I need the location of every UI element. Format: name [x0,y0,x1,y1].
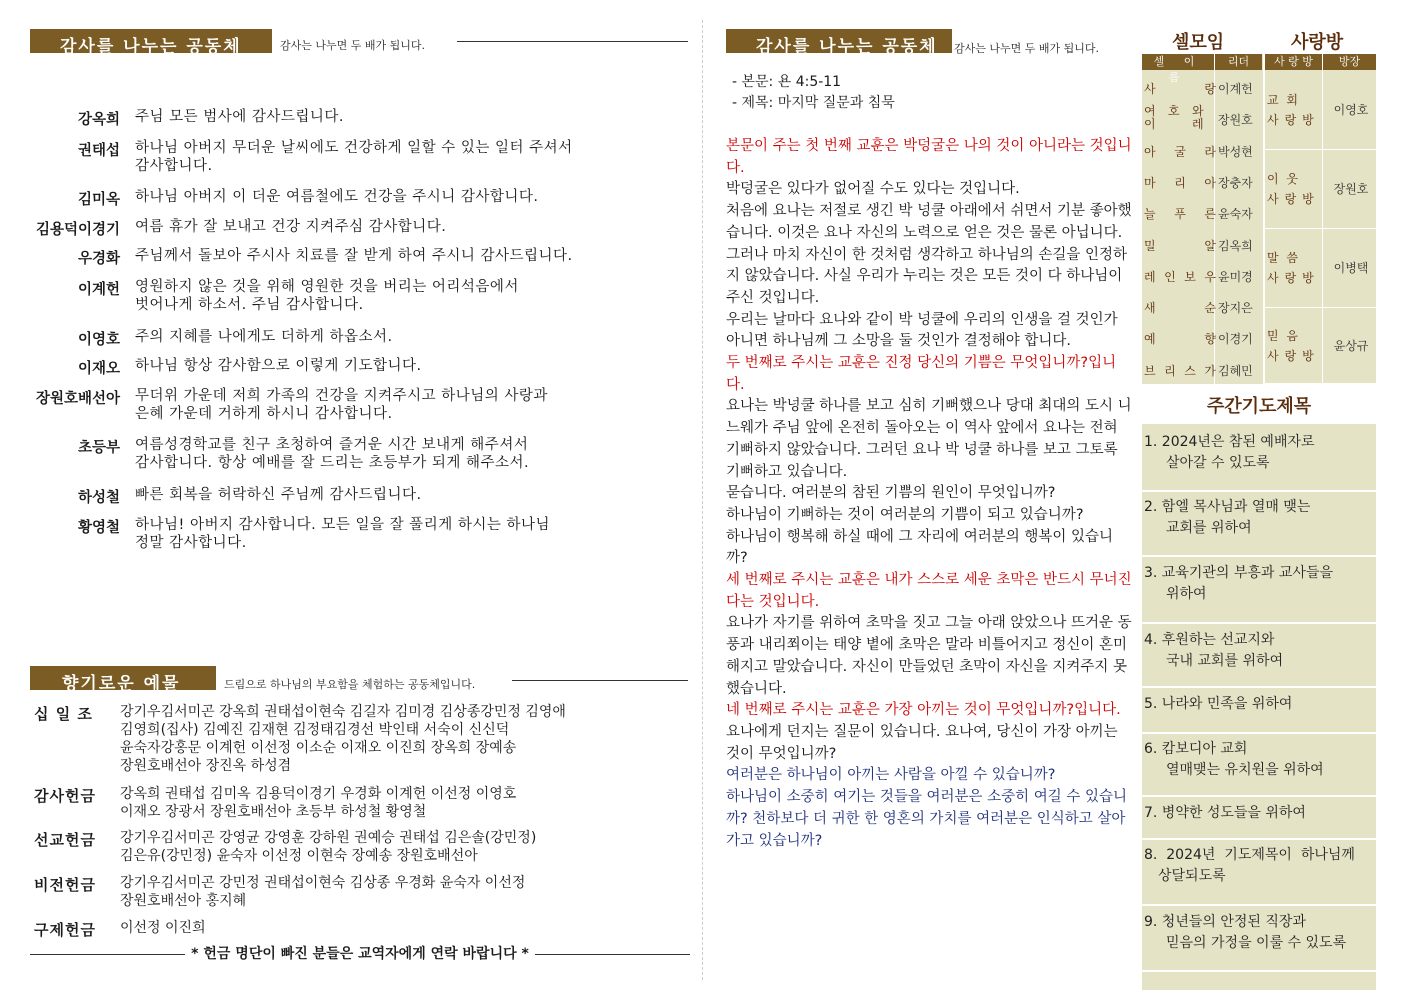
prayer-item [1142,563,1376,624]
sermon-paragraph: 하나님이 행복해 하실 때에 그 자리에 여러분의 행복이 있습니까? [726,528,1114,567]
thanks-name: 김미옥 [77,192,120,208]
thanks-entry [30,188,680,209]
love-room-name-line1: 말 씀 [1267,251,1300,265]
sermon-paragraph: 우리는 날마다 요나와 같이 박 넝쿨에 우리의 인생을 걸 것인가 아니면 하나님께 그 소망을 둘 것인가 결정해야 합니다. [726,311,1118,350]
thanks-name: 이재오 [77,361,120,377]
prayer-item-line1: 3. 교육기관의 부흥과 교사들을 [1144,565,1333,581]
thanks-name: 김용덕이경기 [35,222,120,238]
thanks-text: 여름 휴가 잘 보내고 건강 지켜주심 감사합니다. [135,219,447,235]
cell-leader: 윤미경 [1218,269,1253,284]
sermon-paragraph: 여러분은 하나님이 아끼는 사람을 아낄 수 있습니까? [726,767,1056,784]
sermon-banner [726,29,952,57]
thanks-text: 주님 모든 범사에 감사드립니다. [135,109,345,125]
cell-name-char: 밀 [1144,238,1156,253]
thanks-name: 장원호배선아 [35,391,120,407]
offering-names: 강기우김서미곤 강영균 강영훈 강하원 권예승 권태섭 김은솔(강민정) 김은유(강민정) 윤숙자 이선정 이현숙 장예송 장원호배선아 [120,830,537,864]
prayer-item-line1: 5. 나라와 민족을 위하여 [1144,696,1293,712]
cell-name-char: 른 [1204,207,1216,222]
cell-name [1144,174,1216,191]
cell-group-title: 셀모임 [1172,32,1225,53]
cell-name-char: 리 [1174,175,1186,190]
thanks-entry [30,357,680,378]
prayer-item [1142,694,1376,734]
prayer-item-line1: 9. 청년들의 안정된 직장과 [1144,914,1306,930]
offering-note [30,943,690,963]
prayer-item [1142,630,1376,688]
cell-name-char: 알 [1204,238,1216,253]
love-room-leader: 이영호 [1333,103,1369,117]
thanks-banner-subtitle: 감사는 나누면 두 배가 됩니다. [280,39,425,52]
sermon-paragraph: 처음에 요나는 저절로 생긴 박 넝쿨 아래에서 쉬면서 기분 좋아했습니다. 이것은 요나 자신의 노력으로 얻은 것은 물론 아닙니다. [726,203,1132,241]
love-room-name-line1: 이 웃 [1267,172,1300,186]
love-head-header: 방장 [1323,54,1376,70]
love-room-name-line2: 사랑방 [1267,192,1320,206]
cell-leader: 박성현 [1218,144,1253,159]
love-room-name-line1: 교 회 [1267,93,1300,107]
cell-leader: 장원호 [1218,113,1253,128]
prayer-item [1142,497,1376,557]
offering-names: 강기우김서미곤 강옥희 권태섭이현숙 김길자 김미경 김상종강민정 김영애 김영희(집사) 김예진 김재현 김정태김경선 박인태 서숙이 신신덕 윤숙자강홍문 이계헌 이선정 이소순 이재오 이진희 장옥희 장예송 장원호배선아 장진옥 하성겸 [120,704,566,774]
cell-name-char: 가 [1204,363,1216,378]
thanks-entry [30,139,680,175]
offering-banner-title: 향기로운 예물 [62,674,181,694]
thanks-text: 하나님 아버지 이 더운 여름철에도 건강을 주시니 감사합니다. [135,189,539,205]
cell-leader: 이경기 [1218,332,1253,347]
cell-row [1142,134,1262,166]
offering-names: 강기우김서미곤 강민정 권태섭이현숙 김상종 우경화 윤숙자 이선정 장원호배선아 홍지혜 [120,875,526,909]
offering-names: 이선정 이진희 [120,920,206,936]
prayer-title: 주간기도제목 [1206,396,1312,417]
cell-leader: 김혜민 [1218,363,1253,378]
cell-name-header: 셀 이 름 [1142,54,1214,70]
offering-entry [34,829,684,865]
offering-entry [34,919,684,940]
thanks-text: 주의 지혜를 나에게도 더하게 하옵소서. [135,329,393,345]
love-room-leader: 윤상규 [1333,339,1369,353]
prayer-item-line1: 8. 2024년 기도제목이 하나님께 [1144,847,1355,863]
prayer-item-line2: 믿음의 가정을 이룰 수 있도록 [1166,935,1347,951]
sermon-paragraph: 세 번째로 주시는 교훈은 내가 스스로 세운 초막은 반드시 무너진다는 것입니다. [726,572,1132,610]
love-room-group [1265,150,1376,229]
prayer-item-line1: 7. 병약한 성도들을 위하여 [1144,805,1306,821]
love-room-name [1267,326,1323,366]
thanks-text: 영원하지 않은 것을 위해 영원한 것을 버리는 어리석음에서 벗어나게 하소서. 주님 감사합니다. [135,279,519,313]
prayer-item [1142,803,1376,840]
cell-name-char: 새 [1144,301,1156,316]
cell-leader-header: 리더 [1215,54,1262,70]
cell-name-char: 와 [1192,104,1204,119]
cell-name [1144,105,1216,131]
love-room-leader: 장원호 [1333,182,1369,196]
cell-name-char: 브 [1144,363,1156,378]
cell-name-char: 호 [1168,104,1180,119]
sermon-paragraph: 요나는 박넝쿨 하나를 보고 심히 기뻐했으나 당대 최대의 도시 니느웨가 주님 앞에 온전히 돌아오는 이 역사 앞에서 요나는 전혀 기뻐하지 않았습니다. 그러던 요나 박 넝쿨 하나를 보고 그토록 기뻐하고 있습니다. [726,398,1132,480]
cell-name-char: 라 [1204,144,1216,159]
cell-row [1142,228,1262,260]
thanks-text: 하나님! 아버지 감사합니다. 모든 일을 잘 풀리게 하시는 하나님 정말 감사합니다. [135,517,550,551]
love-room-name-line2: 사랑방 [1267,113,1320,127]
cell-name-char: 랑 [1204,82,1216,96]
prayer-item-line2: 국내 교회를 위하여 [1166,653,1284,669]
love-room-name-line2: 사랑방 [1267,271,1320,285]
cell-row [1142,321,1262,353]
cell-name [1144,268,1216,285]
thanks-name: 이영호 [77,332,120,348]
prayer-item [1142,912,1376,972]
cell-name-char: 마 [1144,175,1156,190]
sermon-paragraph: 네 번째로 주시는 교훈은 가장 아끼는 것이 무엇입니까?입니다. [726,702,1121,719]
cell-row [1142,71,1262,103]
prayer-item-line1: 2. 함엘 목사님과 열매 맺는 [1144,499,1311,515]
thanks-name: 강옥희 [77,112,120,128]
cell-row [1142,196,1262,228]
offering-names: 강옥희 권태섭 김미옥 김용덕이경기 우경화 이계헌 이선정 이영호 이재오 장광서 장원호배선아 초등부 하성철 황영철 [120,786,517,820]
divider-line [512,680,688,681]
sermon-paragraph: 하나님이 기뻐하는 것이 여러분의 기쁨이 되고 있습니까? [726,506,1084,523]
thanks-entry [30,486,680,507]
cell-name-char: 순 [1204,301,1216,316]
cell-name-char: 아 [1204,175,1216,190]
thanks-entry [30,328,680,349]
cell-name [1144,205,1216,222]
page-divider [702,20,703,980]
cell-name [1144,362,1216,379]
thanks-name: 초등부 [77,440,120,456]
love-room-header: 사 랑 방 [1265,54,1322,70]
cell-row [1142,259,1262,291]
prayer-item-line1: 4. 후원하는 선교지와 [1144,632,1275,648]
divider-line [457,41,688,42]
love-room-leader: 이병택 [1333,261,1369,275]
cell-name-char: 사 [1144,82,1156,96]
prayer-item-line1: 6. 캄보디아 교회 [1144,741,1248,757]
offering-note-text: * 헌금 명단이 빠진 분들은 교역자에게 연락 바랍니다 * [185,946,535,962]
cell-name-char: 레 [1192,117,1204,132]
sermon-paragraph: 박덩굴은 있다가 없어질 수도 있다는 것입니다. [726,181,1020,198]
cell-name-char: 예 [1144,332,1156,347]
thanks-entry [30,218,680,239]
offering-banner-subtitle: 드림으로 하나님의 부요함을 체험하는 공동체입니다. [224,678,476,691]
cell-row [1142,165,1262,197]
cell-name-char: 굴 [1174,144,1186,159]
offering-category: 십 일 조 [34,705,93,723]
thanks-entry [30,436,680,472]
cell-name-char: 여 [1144,104,1156,119]
thanks-name: 황영철 [77,520,120,536]
cell-name-char: 레 [1144,269,1156,284]
thanks-name: 권태섭 [77,143,120,159]
cell-name [1144,299,1216,316]
sermon-paragraph: 본문이 주는 첫 번째 교훈은 박덩굴은 나의 것이 아니라는 것입니다. [726,138,1132,176]
cell-name-char: 인 [1164,269,1176,284]
cell-name [1144,330,1216,347]
love-room-group [1265,71,1376,150]
prayer-item [1142,739,1376,797]
thanks-entry [30,247,680,268]
offering-category: 선교헌금 [34,831,96,849]
cell-name [1144,237,1216,254]
cell-name-char: 보 [1184,269,1196,284]
sermon-paragraph: 하나님이 소중히 여기는 것들을 여러분은 소중히 여길 수 있습니까? 천하보다 더 귀한 한 영혼의 가치를 여러분은 인식하고 살아가고 있습니까? [726,789,1128,849]
sermon-paragraph: 요나에게 던지는 질문이 있습니다. 요나여, 당신이 가장 아끼는 것이 무엇입니까? [726,723,1118,762]
cell-name-char: 이 [1144,117,1156,132]
prayer-item [1142,432,1376,492]
thanks-banner [30,29,272,57]
thanks-text: 하나님 항상 감사함으로 이렇게 기도합니다. [135,358,422,374]
love-room-name [1267,248,1323,288]
cell-leader: 장지은 [1218,301,1253,316]
offering-entry [34,785,684,821]
thanks-name: 하성철 [77,490,120,506]
love-room-name-line2: 사랑방 [1267,349,1320,363]
cell-name-char: 향 [1204,332,1216,347]
thanks-text: 하나님 아버지 무더운 날씨에도 건강하게 일할 수 있는 일터 주셔서 감사합니다. [135,140,573,174]
cell-row [1142,353,1262,385]
prayer-item-line2: 교회를 위하여 [1166,520,1252,536]
cell-leader: 윤숙자 [1218,207,1253,222]
sermon-paragraph: 묻습니다. 여러분의 참된 기쁨의 원인이 무엇입니까? [726,485,1056,502]
thanks-name: 이계헌 [77,282,120,298]
sermon-body [726,136,1132,852]
cell-name-char: 아 [1144,144,1156,159]
prayer-item [1142,845,1376,906]
offering-category: 구제헌금 [34,921,96,939]
thanks-text: 빠른 회복을 허락하신 주님께 감사드립니다. [135,487,422,503]
cell-leader: 김옥희 [1218,238,1253,253]
sermon-banner-title: 감사를 나누는 공동체 [756,37,938,57]
sermon-paragraph: 요나가 자기를 위하여 초막을 짓고 그늘 아래 앉았으나 뜨거운 동풍과 내리쬐이는 태양 볕에 초막은 말라 비틀어지고 정신이 혼미해지고 말았습니다. 자신이 만들었던 초막이 자신을 지켜주지 못했습니다. [726,615,1132,697]
cell-name [1144,143,1216,160]
thanks-text: 여름성경학교를 친구 초청하여 즐거운 시간 보내게 해주셔서 감사합니다. 항상 예배를 잘 드리는 초등부가 되게 해주소서. [135,437,530,471]
prayer-item-line2: 살아갈 수 있도록 [1166,455,1270,471]
cell-name-char: 리 [1164,363,1176,378]
cell-name-char: 우 [1204,269,1216,284]
offering-entry [34,703,684,775]
offering-category: 비전헌금 [34,876,96,894]
love-room-title: 사랑방 [1291,32,1344,53]
love-room-name [1267,90,1323,130]
thanks-text: 무더위 가운데 저희 가족의 건강을 지켜주시고 하나님의 사랑과 은혜 가운데 거하게 하시니 감사합니다. [135,388,548,422]
sermon-banner-subtitle: 감사는 나누면 두 배가 됩니다. [954,42,1099,55]
love-room-group [1265,307,1376,384]
cell-row [1142,290,1262,322]
thanks-entry [30,516,680,552]
cell-leader: 이계헌 [1218,82,1253,96]
thanks-name: 우경화 [77,251,120,267]
cell-name-char: 스 [1184,363,1196,378]
prayer-item-line2: 상달되도록 [1158,868,1226,884]
sermon-scripture: - 본문: 욘 4:5-11 [732,74,842,90]
cell-row [1142,102,1262,134]
sermon-header [732,72,895,114]
thanks-entry [30,278,680,314]
cell-name-char: 푸 [1174,207,1186,222]
prayer-item-line1: 1. 2024년은 참된 예배자로 [1144,434,1315,450]
cell-name [1144,80,1216,97]
cell-leader: 장충자 [1218,175,1253,190]
cell-name-char: 늘 [1144,207,1156,222]
prayer-item-line2: 위하여 [1166,586,1207,602]
love-room-group [1265,229,1376,308]
sermon-paragraph: 두 번째로 주시는 교훈은 진정 당신의 기쁨은 무엇입니까?입니다. [726,355,1117,393]
love-room-name [1267,169,1323,209]
thanks-entry [30,387,680,423]
offering-banner [30,666,216,694]
love-room-name-line1: 믿 음 [1267,329,1300,343]
thanks-text: 주님께서 돌보아 주시사 치료를 잘 받게 하여 주시니 감사드립니다. [135,248,573,264]
prayer-item-line2: 열매맺는 유치원을 위하여 [1166,762,1324,778]
offering-category: 감사헌금 [34,787,96,805]
thanks-banner-title: 감사를 나누는 공동체 [60,37,242,57]
sermon-title: - 제목: 마지막 질문과 침묵 [732,95,895,111]
sermon-paragraph: 그러나 마치 자신이 한 것처럼 생각하고 하나님의 손길을 인정하지 않았습니다. 사실 우리가 누리는 것은 모든 것이 다 하나님이 주신 것입니다. [726,246,1128,306]
thanks-entry [30,108,680,129]
offering-entry [34,874,684,910]
